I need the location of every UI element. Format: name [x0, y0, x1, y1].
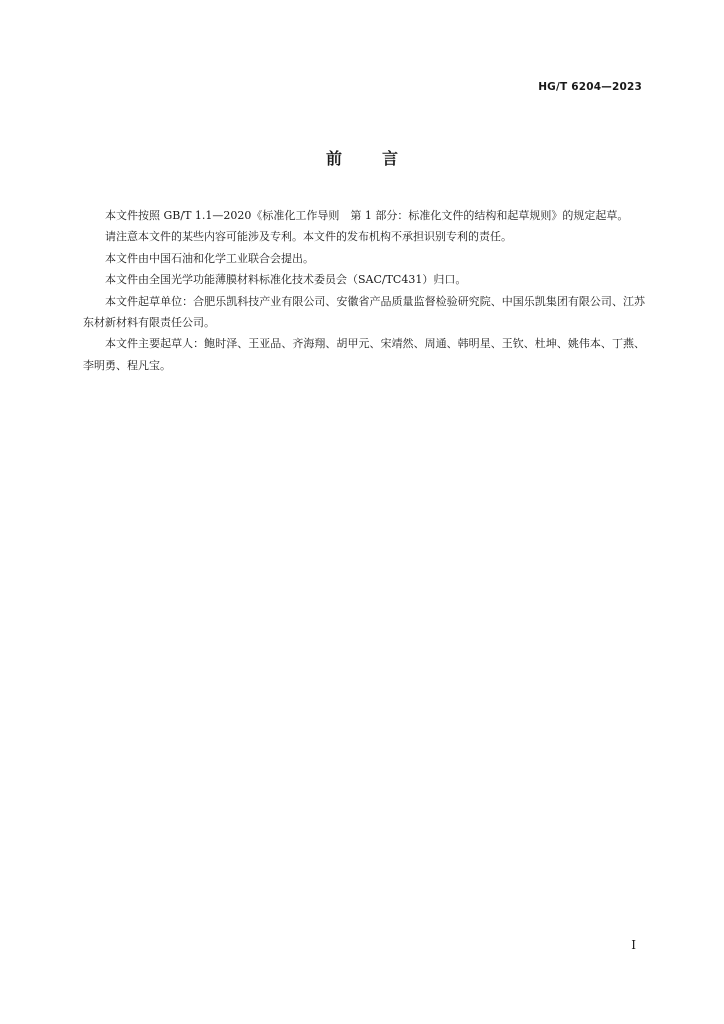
paragraph-drafting-rules: 本文件按照 GB/T 1.1—2020《标准化工作导则 第 1 部分：标准化文件的结构和起草规则》的规定起草。 [105, 209, 629, 222]
page-title: 前言 [325, 149, 438, 168]
paragraph-drafting-organizations: 本文件起草单位：合肥乐凯科技产业有限公司、安徽省产品质量监督检验研究院、中国乐凯集团有限公司、江苏东材新材料有限责任公司。 [83, 294, 645, 330]
paragraph-main-drafters: 本文件主要起草人：鲍时泽、王亚品、齐海翔、胡甲元、宋靖然、周通、韩明星、王钦、杜坤、姚伟本、丁燕、李明勇、程凡宝。 [83, 337, 645, 372]
paragraph-proposer: 本文件由中国石油和化学工业联合会提出。 [105, 251, 314, 265]
standard-code: HG/T 6204—2023 [538, 81, 642, 93]
page-number: I [631, 938, 636, 952]
paragraph-technical-committee: 本文件由全国光学功能薄膜材料标准化技术委员会（SAC/TC431）归口。 [105, 273, 467, 287]
paragraph-patent-notice: 请注意本文件的某些内容可能涉及专利。本文件的发布机构不承担识别专利的责任。 [105, 230, 512, 244]
foreword-body [83, 205, 645, 376]
